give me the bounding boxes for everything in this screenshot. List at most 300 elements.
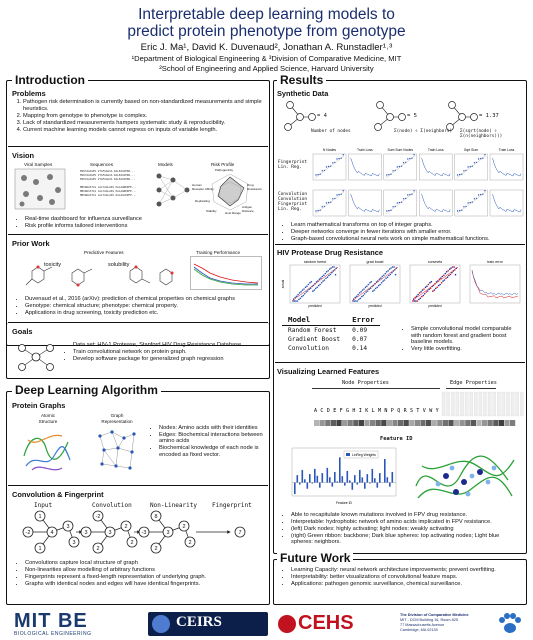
mini-plot-title: Train Loss bbox=[498, 148, 515, 152]
scatter-point bbox=[298, 299, 300, 301]
list-item: • Risk profile informs tailored interventions bbox=[25, 223, 256, 230]
feature-cell bbox=[387, 420, 392, 426]
results-heading: Results bbox=[277, 73, 326, 87]
weight-bar bbox=[387, 477, 389, 482]
scatter-point bbox=[315, 210, 316, 211]
list-item: • (right) Green ribbon: backbone; Dark blue spheres: top activating nodes; Light blue spheres: neighbors. bbox=[291, 533, 522, 546]
weight-bar bbox=[377, 483, 379, 488]
scatter-point bbox=[307, 290, 309, 292]
vlf-title: Visualizing Learned Features bbox=[277, 367, 380, 376]
scatter-point bbox=[338, 158, 339, 159]
scatter-point bbox=[452, 266, 454, 268]
row-label: Fingerprint Lin. Reg. bbox=[278, 160, 308, 170]
list-item: • Able to recapitulate known mutations involved in FPV drug resistance. bbox=[291, 512, 522, 519]
scatter-point bbox=[443, 275, 445, 277]
divider bbox=[8, 146, 268, 147]
feature-cell bbox=[409, 420, 414, 426]
scatter-point bbox=[449, 268, 451, 270]
scatter-point bbox=[392, 206, 393, 207]
list-item: • Convolutions capture local structure of graph bbox=[25, 560, 268, 567]
feature-cell bbox=[443, 420, 448, 426]
property-column bbox=[465, 392, 468, 416]
list-item: 4. Current machine learning models cannot regress on inputs of variable length. bbox=[23, 127, 263, 134]
scatter-point bbox=[363, 295, 365, 297]
problems-title: Problems bbox=[12, 89, 46, 98]
scatter-point bbox=[379, 278, 381, 280]
scatter-point bbox=[447, 270, 449, 272]
scatter-point bbox=[409, 194, 410, 195]
table-header: Model bbox=[288, 315, 311, 324]
scatter-point bbox=[361, 296, 363, 298]
feature-cell bbox=[342, 420, 347, 426]
feature-cell bbox=[331, 420, 336, 426]
scatter-point bbox=[470, 202, 471, 203]
scatter-point bbox=[417, 294, 419, 296]
feature-cell bbox=[482, 420, 487, 426]
amino-acid-letter: M bbox=[378, 408, 382, 414]
list-item: • Applications: pathogen genomic surveillance, chemical surveillance. bbox=[291, 581, 522, 588]
scatter-point bbox=[328, 202, 329, 203]
convolution-bullets bbox=[16, 560, 268, 588]
poster-title: Interpretable deep learning models to predict protein phenotype from genotype bbox=[127, 6, 406, 40]
edge-properties-label: Edge Properties bbox=[450, 380, 497, 386]
scatter-point bbox=[312, 290, 314, 292]
scatter-point bbox=[395, 274, 397, 276]
list-item: • Deeper networks converge in fewer iterations with smaller error. bbox=[291, 229, 522, 236]
scatter-point bbox=[303, 288, 305, 290]
weight-bar bbox=[349, 480, 351, 482]
paw-print-icon bbox=[496, 611, 524, 637]
list-item: • Interpretability: better visualizations of convolutional feature maps. bbox=[291, 574, 522, 581]
scatter-point bbox=[382, 276, 384, 278]
scatter-point bbox=[357, 294, 359, 296]
scatter-point bbox=[418, 299, 420, 301]
feature-heatmap-svg bbox=[312, 390, 526, 446]
feature-cell bbox=[392, 420, 397, 426]
node-value: 2 bbox=[96, 546, 100, 552]
scatter-point bbox=[364, 293, 366, 295]
amino-acid-letter: N bbox=[384, 408, 388, 414]
property-column bbox=[520, 392, 523, 416]
feature-cell bbox=[493, 420, 498, 426]
scatter-point bbox=[407, 158, 408, 159]
scatter-point bbox=[326, 166, 327, 167]
weight-bar bbox=[367, 474, 369, 482]
divider bbox=[8, 485, 268, 486]
scatter-point bbox=[314, 289, 316, 291]
affiliation-1: ¹Department of Biological Engineering & ³Division of Comparative Medicine, MIT bbox=[131, 54, 402, 63]
y-axis-label: actual bbox=[281, 279, 285, 289]
vision-bullets bbox=[16, 216, 256, 230]
property-column bbox=[502, 392, 505, 416]
sequence-block: MSKYAAASEV VTAFGAGVA KALEAGVEKR... MSKYAAASPV VTAFGAGVA KALEAGVEKR... MSKYAAASEV VTGFGAGVA KALEAGVEKR... MNVNAASTLS LALYAGLAKS KALAGNDRFE... MNVNASSTLS LALYAGLAKS KALAGNDRFE... MNVNAASTLS LALYAGLAKS KALAGLDRFE... bbox=[80, 169, 137, 198]
scatter-point bbox=[319, 284, 321, 286]
deep-learning-heading: Deep Learning Algorithm bbox=[12, 383, 161, 397]
radar-label: Antigen Distance bbox=[242, 205, 254, 213]
weight-bar bbox=[389, 483, 391, 487]
scatter-point bbox=[301, 296, 303, 298]
scatter-point bbox=[484, 190, 485, 191]
scatter-point bbox=[425, 291, 427, 293]
vision-col-label: Viral Samples bbox=[24, 162, 53, 167]
scatter-point bbox=[380, 277, 382, 279]
feature-cell bbox=[415, 420, 420, 426]
node-value: 4 bbox=[50, 530, 54, 536]
legend-swatch bbox=[346, 453, 350, 456]
property-column bbox=[442, 392, 445, 416]
scatter-point bbox=[478, 194, 479, 195]
list-item: • Train convolutional network on protein graph. bbox=[73, 349, 266, 356]
feature-cell bbox=[376, 420, 381, 426]
scatter-point bbox=[424, 293, 426, 295]
list-item: • Very little overfitting. bbox=[411, 346, 520, 353]
introduction-heading: Introduction bbox=[12, 73, 88, 87]
scatter-point bbox=[386, 174, 387, 175]
scatter-point bbox=[368, 284, 370, 286]
legend-label: LinReg Weights bbox=[352, 453, 376, 457]
scatter-point bbox=[419, 292, 421, 294]
list-item: • Graph-based convolutional neural nets work on simple mathematical functions. bbox=[291, 236, 522, 243]
weight-bar bbox=[384, 459, 386, 483]
scatter-point bbox=[428, 284, 430, 286]
scatter-point bbox=[446, 271, 448, 273]
feature-cell bbox=[348, 420, 353, 426]
radar-label: Stability bbox=[206, 209, 217, 213]
scatter-point bbox=[322, 276, 324, 278]
feature-cell bbox=[448, 420, 453, 426]
weight-bar bbox=[362, 477, 364, 482]
conv-col-label: Non-Linearity bbox=[150, 502, 197, 509]
scatter-point bbox=[358, 299, 360, 301]
node-value: -2 bbox=[95, 514, 101, 520]
feature-cell bbox=[314, 420, 319, 426]
synthetic-results-svg bbox=[312, 146, 524, 218]
scatter-point bbox=[378, 285, 380, 287]
scatter-point bbox=[385, 278, 387, 280]
scatter-point bbox=[383, 275, 385, 277]
synth-label: Number of nodes bbox=[311, 129, 351, 134]
scatter-point bbox=[300, 291, 302, 293]
scatter-point bbox=[420, 298, 422, 300]
property-column bbox=[493, 392, 496, 416]
synth-result: = 1.37 bbox=[479, 113, 499, 119]
scatter-point bbox=[386, 210, 387, 211]
list-item: • Learn mathematical transforms on top of integer graphs. bbox=[291, 222, 522, 229]
divider bbox=[8, 234, 268, 235]
synth-label: Σ(sqrt(node) ÷ Σ(n(neighbors))) bbox=[460, 129, 503, 139]
weight-bar bbox=[294, 483, 296, 495]
synthetic-results-grid bbox=[312, 146, 524, 218]
scatter-point bbox=[390, 274, 392, 276]
scatter-point bbox=[442, 276, 444, 278]
feature-cell bbox=[471, 420, 476, 426]
weight-bar bbox=[307, 483, 309, 489]
feature-cell bbox=[336, 420, 341, 426]
weight-bar bbox=[369, 483, 371, 484]
node-value: 8 bbox=[154, 514, 158, 520]
scatter-point bbox=[393, 266, 395, 268]
scatter-point bbox=[311, 281, 313, 283]
scatter-point bbox=[429, 282, 431, 284]
amino-acid-letter: Y bbox=[435, 408, 439, 414]
feature-cell bbox=[454, 420, 459, 426]
feature-cell bbox=[404, 420, 409, 426]
hiv-plot-title: train error bbox=[487, 260, 503, 264]
scatter-point bbox=[445, 273, 447, 275]
mit-be-subtitle: BIOLOGICAL ENGINEERING bbox=[14, 631, 92, 637]
node-value: 3 bbox=[72, 540, 76, 546]
node-properties-label: Node Properties bbox=[342, 380, 389, 386]
node-properties-bracket bbox=[312, 388, 440, 389]
feature-label: solubility bbox=[108, 262, 130, 268]
mit-ehs-icon bbox=[278, 615, 296, 633]
property-column bbox=[451, 392, 454, 416]
amino-acid-letter: H bbox=[352, 408, 356, 414]
list-item: • (left) Dark nodes: highly activating; light nodes: weakly activating bbox=[291, 526, 522, 533]
weight-bar bbox=[304, 479, 306, 482]
scatter-point bbox=[367, 290, 369, 292]
scatter-point bbox=[325, 278, 327, 280]
scatter-point bbox=[407, 194, 408, 195]
scatter-point bbox=[327, 270, 329, 272]
weight-bar bbox=[309, 474, 311, 482]
amino-acid-letter: Q bbox=[397, 408, 401, 414]
scatter-point bbox=[366, 285, 368, 287]
scatter-point bbox=[357, 300, 359, 302]
hiv-bullets bbox=[402, 326, 520, 353]
scatter-point bbox=[365, 287, 367, 289]
mini-plot-title: Sqrt Sum bbox=[464, 148, 479, 152]
scatter-point bbox=[434, 289, 436, 291]
scatter-point bbox=[295, 300, 297, 302]
node-value: 1 bbox=[38, 546, 42, 552]
list-item: • Develop software package for generalized graph regression bbox=[73, 356, 266, 363]
weight-bar bbox=[327, 468, 329, 483]
prior-col-label: Training Performance bbox=[196, 250, 240, 255]
weight-bar bbox=[359, 470, 361, 483]
feature-cell bbox=[510, 420, 515, 426]
convolution-title: Convolution & Fingerprint bbox=[12, 490, 104, 499]
conv-col-label: Input bbox=[34, 502, 53, 509]
pg-label: Graph Representation bbox=[101, 413, 133, 424]
mini-plot-title: N Nodes bbox=[322, 148, 337, 152]
divider bbox=[275, 362, 525, 363]
amino-acid-letter: W bbox=[429, 408, 433, 414]
scatter-point bbox=[322, 206, 323, 207]
scatter-point bbox=[365, 291, 367, 293]
scatter-point bbox=[417, 300, 419, 302]
scatter-point bbox=[297, 294, 299, 296]
list-item: • Edges: Biochemical interactions between amino acids bbox=[159, 432, 264, 445]
scatter-point bbox=[448, 275, 450, 277]
weight-bar bbox=[354, 475, 356, 482]
scatter-point bbox=[439, 278, 441, 280]
scatter-point bbox=[320, 277, 322, 279]
scatter-point bbox=[374, 289, 376, 291]
scatter-point bbox=[384, 279, 386, 281]
amino-acid-letter: E bbox=[333, 408, 337, 414]
scatter-point bbox=[463, 206, 464, 207]
divider bbox=[275, 244, 525, 245]
weight-bar bbox=[329, 477, 331, 482]
scatter-point bbox=[432, 290, 434, 292]
amino-acid-letter: F bbox=[339, 408, 343, 414]
list-item: • Real-time dashboard for influenza surveillance bbox=[25, 216, 256, 223]
weight-bar bbox=[314, 469, 316, 483]
table-row: Convolution 0.14 bbox=[288, 345, 368, 352]
scatter-point bbox=[304, 293, 306, 295]
weight-bar bbox=[342, 476, 344, 482]
hiv-title: HIV Protease Drug Resistance bbox=[277, 248, 383, 257]
scatter-point bbox=[409, 158, 410, 159]
scatter-point bbox=[388, 275, 390, 277]
synth-result: = 4 bbox=[317, 113, 327, 119]
goals-title: Goals bbox=[12, 327, 33, 336]
scatter-point bbox=[423, 288, 425, 290]
feature-cell bbox=[381, 420, 386, 426]
radar-label: Drug Resistance bbox=[247, 183, 262, 191]
scatter-point bbox=[387, 276, 389, 278]
scatter-point bbox=[484, 154, 485, 155]
scatter-point bbox=[306, 285, 308, 287]
feature-heatmap bbox=[312, 390, 526, 446]
list-item: • Simple convolutional model comparable with random forest and gradient boost baseline models. bbox=[411, 326, 520, 346]
amino-acid-letter: T bbox=[416, 408, 420, 414]
x-axis-label: predicted bbox=[308, 304, 322, 308]
weight-bar bbox=[364, 483, 366, 489]
scatter-point bbox=[305, 291, 307, 293]
feature-label: toxicity bbox=[44, 262, 62, 268]
scatter-point bbox=[329, 268, 331, 270]
scatter-point bbox=[453, 266, 455, 268]
feature-cell bbox=[426, 420, 431, 426]
scatter-point bbox=[363, 288, 365, 290]
radar-label: Pathogenicity bbox=[215, 168, 234, 172]
feature-cell bbox=[476, 420, 481, 426]
x-axis-label: Feature ID bbox=[335, 501, 353, 505]
scatter-point bbox=[385, 273, 387, 275]
goals-graph-icon bbox=[14, 340, 58, 374]
scatter-point bbox=[478, 158, 479, 159]
scatter-point bbox=[403, 162, 404, 163]
weight-bar bbox=[372, 469, 374, 483]
scatter-point bbox=[371, 281, 373, 283]
scatter-point bbox=[330, 274, 332, 276]
list-item: 2. Mapping from genotype to phenotype is complex. bbox=[23, 113, 263, 120]
scatter-point bbox=[397, 202, 398, 203]
scatter-point bbox=[480, 158, 481, 159]
list-item: • Data set: HIV-1 Protease, Stanford HIV Drug Resistance Database bbox=[73, 342, 266, 349]
scatter-point bbox=[321, 282, 323, 284]
scatter-point bbox=[450, 274, 452, 276]
goals-bullets bbox=[64, 342, 266, 363]
scatter-point bbox=[327, 276, 329, 278]
amino-acid-letter: C bbox=[320, 408, 324, 414]
property-column bbox=[479, 392, 482, 416]
scatter-point bbox=[444, 279, 446, 281]
scatter-point bbox=[302, 289, 304, 291]
list-item: • Interpretable: hydrophobic network of amino acids implicated in FPV resistance. bbox=[291, 519, 522, 526]
weight-bar bbox=[347, 471, 349, 483]
weight-bar bbox=[374, 478, 376, 482]
synth-label: Σ(node) ÷ Σ(neighbors) bbox=[394, 129, 453, 134]
property-column bbox=[497, 392, 500, 416]
mit-be-logo: MIT BE bbox=[14, 610, 88, 632]
property-column bbox=[488, 392, 491, 416]
hiv-plot-title: convnets bbox=[427, 260, 443, 264]
scatter-point bbox=[355, 300, 357, 302]
weight-bar bbox=[322, 473, 324, 482]
weight-bar bbox=[339, 457, 341, 482]
scatter-point bbox=[325, 273, 327, 275]
scatter-point bbox=[387, 270, 389, 272]
mini-plot-frame bbox=[419, 190, 452, 216]
prior-work-bullets bbox=[16, 296, 268, 317]
list-item: • Biochemical knowledge of each node is encoded as fixed vector. bbox=[159, 445, 264, 458]
scatter-point bbox=[300, 298, 302, 300]
feature-cell bbox=[488, 420, 493, 426]
radar-label: Human Receptor Affinity bbox=[192, 183, 214, 191]
scatter-point bbox=[457, 174, 458, 175]
list-item: • Nodes: Amino acids with their identities bbox=[159, 425, 264, 432]
scatter-point bbox=[319, 278, 321, 280]
scatter-point bbox=[328, 166, 329, 167]
scatter-point bbox=[386, 271, 388, 273]
scatter-point bbox=[467, 202, 468, 203]
table-row: Random Forest 0.09 bbox=[288, 327, 368, 334]
scatter-point bbox=[375, 288, 377, 290]
amino-acid-letter: G bbox=[346, 408, 350, 414]
scatter-point bbox=[440, 277, 442, 279]
scatter-point bbox=[326, 202, 327, 203]
scatter-point bbox=[318, 285, 320, 287]
scatter-point bbox=[390, 267, 392, 269]
protein-graphs-title: Protein Graphs bbox=[12, 401, 66, 410]
scatter-point bbox=[421, 296, 423, 298]
affiliation-2: ²School of Engineering and Applied Science, Harvard University bbox=[159, 64, 374, 73]
ehs-logo: CEHS bbox=[278, 612, 386, 636]
scatter-point bbox=[335, 274, 337, 276]
protein-graphs-bullets bbox=[150, 425, 264, 459]
list-item: 1. Pathogen risk determination is currently based on non-standardized measurements and simple heuristics. bbox=[23, 99, 263, 113]
scatter-point bbox=[438, 285, 440, 287]
weight-bar bbox=[352, 483, 354, 490]
future-work-heading: Future Work bbox=[277, 551, 353, 565]
mini-plot-frame bbox=[490, 154, 523, 180]
scatter-point bbox=[305, 287, 307, 289]
weight-bar bbox=[334, 472, 336, 483]
list-item: • Non-linearities allow modelling of arbitrary functions bbox=[25, 567, 268, 574]
node-value: 3 bbox=[84, 530, 88, 536]
feature-cell bbox=[364, 420, 369, 426]
weight-bar bbox=[357, 483, 359, 485]
scatter-point bbox=[332, 162, 333, 163]
scatter-point bbox=[474, 162, 475, 163]
scatter-point bbox=[414, 300, 416, 302]
scatter-point bbox=[403, 198, 404, 199]
scatter-point bbox=[299, 292, 301, 294]
table-row: Gradient Boost 0.07 bbox=[288, 336, 368, 343]
vision-col-label: Sequences bbox=[90, 162, 113, 167]
feature-cell bbox=[370, 420, 375, 426]
conv-col-label: Convolution bbox=[92, 502, 132, 509]
scatter-point bbox=[382, 280, 384, 282]
scatter-point bbox=[315, 288, 317, 290]
list-item: • Graphs with identical nodes and edges will have identical fingerprints. bbox=[25, 581, 268, 588]
weight-bar bbox=[319, 483, 321, 488]
scatter-point bbox=[328, 275, 330, 277]
scatter-point bbox=[447, 276, 449, 278]
